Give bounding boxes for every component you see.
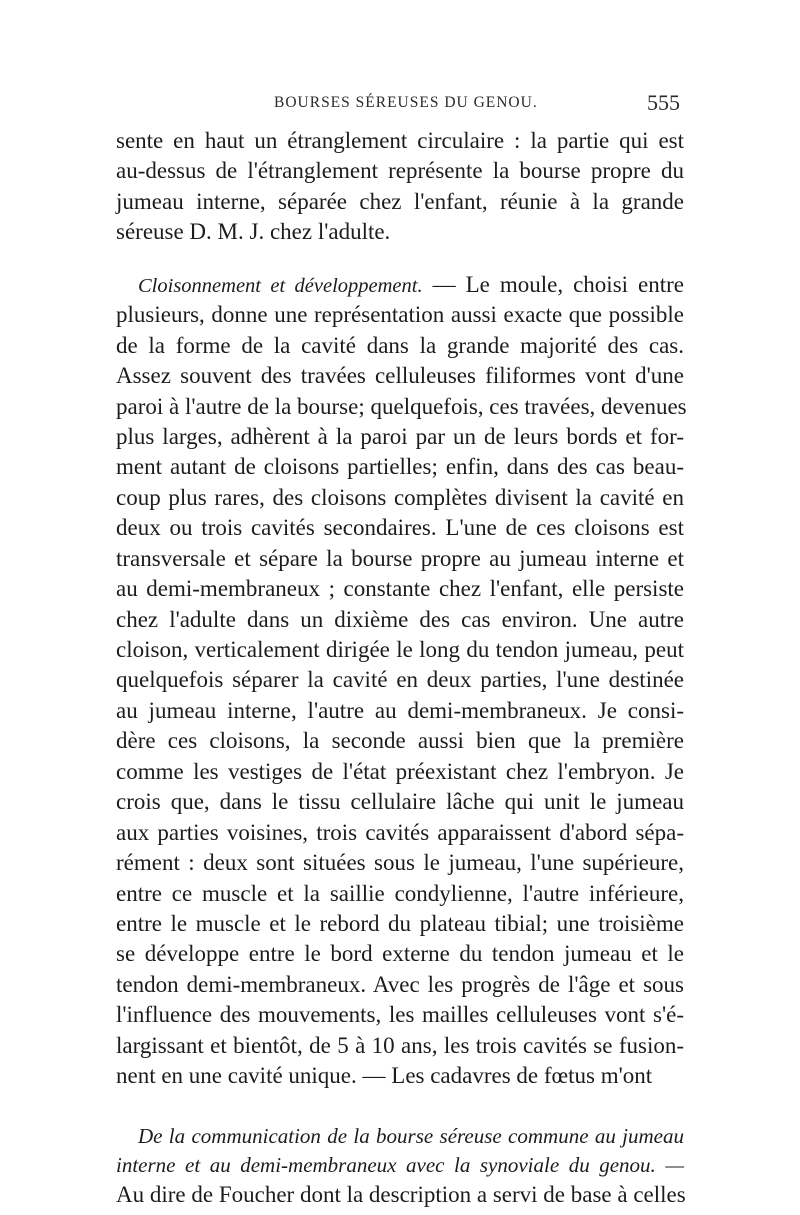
text-line: Au dire de Foucher dont la description a servi de base à celles [116, 1181, 686, 1207]
text-line: plus larges, adhèrent à la paroi par un de leurs bords et for- [116, 423, 684, 449]
running-head [114, 90, 686, 120]
running-title: BOURSES SÉREUSES DU GENOU. [274, 94, 538, 111]
text-line: au demi-membraneux ; constante chez l'enfant, elle persiste [116, 576, 684, 602]
page-body [116, 126, 687, 1210]
text-fragment: — Le moule, choisi entre [422, 271, 685, 297]
paragraph-2 [116, 270, 687, 1092]
text-line: l'influence des mouvements, les mailles celluleuses vont s'é- [116, 1002, 684, 1028]
text-line: rément : deux sont situées sous le jumeau, l'une supérieure, [116, 850, 684, 876]
text-line: deux ou trois cavités secondaires. L'une de ces cloisons est [116, 515, 684, 541]
text-line: aux parties voisines, trois cavités apparaissent d'abord sépa- [116, 819, 684, 845]
text-line: se développe entre le bord externe du tendon jumeau et le [116, 941, 684, 967]
text-line: tendon demi-membraneux. Avec les progrès de l'âge et sous [116, 971, 684, 997]
text-line [116, 270, 684, 300]
text-line: au jumeau interne, l'autre au demi-membraneux. Je consi- [116, 697, 684, 723]
text-line: quelquefois séparer la cavité en deux parties, l'une destinée [116, 667, 684, 693]
paragraph-1 [116, 126, 684, 248]
section-heading: De la communication de la bourse séreuse commune au jumeau [138, 1123, 684, 1148]
text-line: cloison, verticalement dirigée le long du tendon jumeau, peut [116, 637, 684, 662]
text-line: largissant et bientôt, de 5 à 10 ans, les trois cavités se fusion- [116, 1032, 684, 1058]
text-line: Assez souvent des travées celluleuses filiformes vont d'une [116, 363, 684, 389]
section-heading: Cloisonnement et développement. [138, 274, 423, 297]
page-number: 555 [647, 90, 680, 115]
text-line: jumeau interne, séparée chez l'enfant, réunie à la grande [116, 188, 684, 214]
text-line: chez l'adulte dans un dixième des cas environ. Une autre [116, 606, 684, 632]
text-line: plusieurs, donne une représentation aussi exacte que possible [116, 302, 684, 328]
text-line: paroi à l'autre de la bourse; quelquefois, ces travées, devenues [116, 393, 687, 419]
text-line: transversale et sépare la bourse propre au jumeau interne et [116, 545, 684, 571]
paragraph-3 [116, 1122, 684, 1210]
text-line: entre le muscle et le rebord du plateau tibial; une troisième [116, 910, 684, 936]
text-line: sente en haut un étranglement circulaire : la partie qui est [116, 128, 684, 153]
text-line: comme les vestiges de l'état préexistant chez l'embryon. Je [116, 758, 684, 784]
text-line: séreuse D. M. J. chez l'adulte. [116, 219, 391, 245]
section-heading: interne et au demi-membraneux avec la synoviale du genou. — [116, 1152, 684, 1177]
text-line: dère ces cloisons, la seconde aussi bien que la première [116, 728, 684, 754]
text-line: entre ce muscle et la saillie condylienne, l'autre inférieure, [116, 880, 684, 906]
text-line: crois que, dans le tissu cellulaire lâche qui unit le jumeau [116, 789, 684, 815]
text-line: au-dessus de l'étranglement représente la bourse propre du [116, 158, 684, 184]
text-line: de la forme de la cavité dans la grande majorité des cas. [116, 332, 684, 358]
text-line: coup plus rares, des cloisons complètes divisent la cavité en [116, 484, 684, 510]
text-line: nent en une cavité unique. — Les cadavres de fœtus m'ont [116, 1063, 653, 1089]
text-line: ment autant de cloisons partielles; enfin, dans des cas beau- [116, 454, 684, 480]
